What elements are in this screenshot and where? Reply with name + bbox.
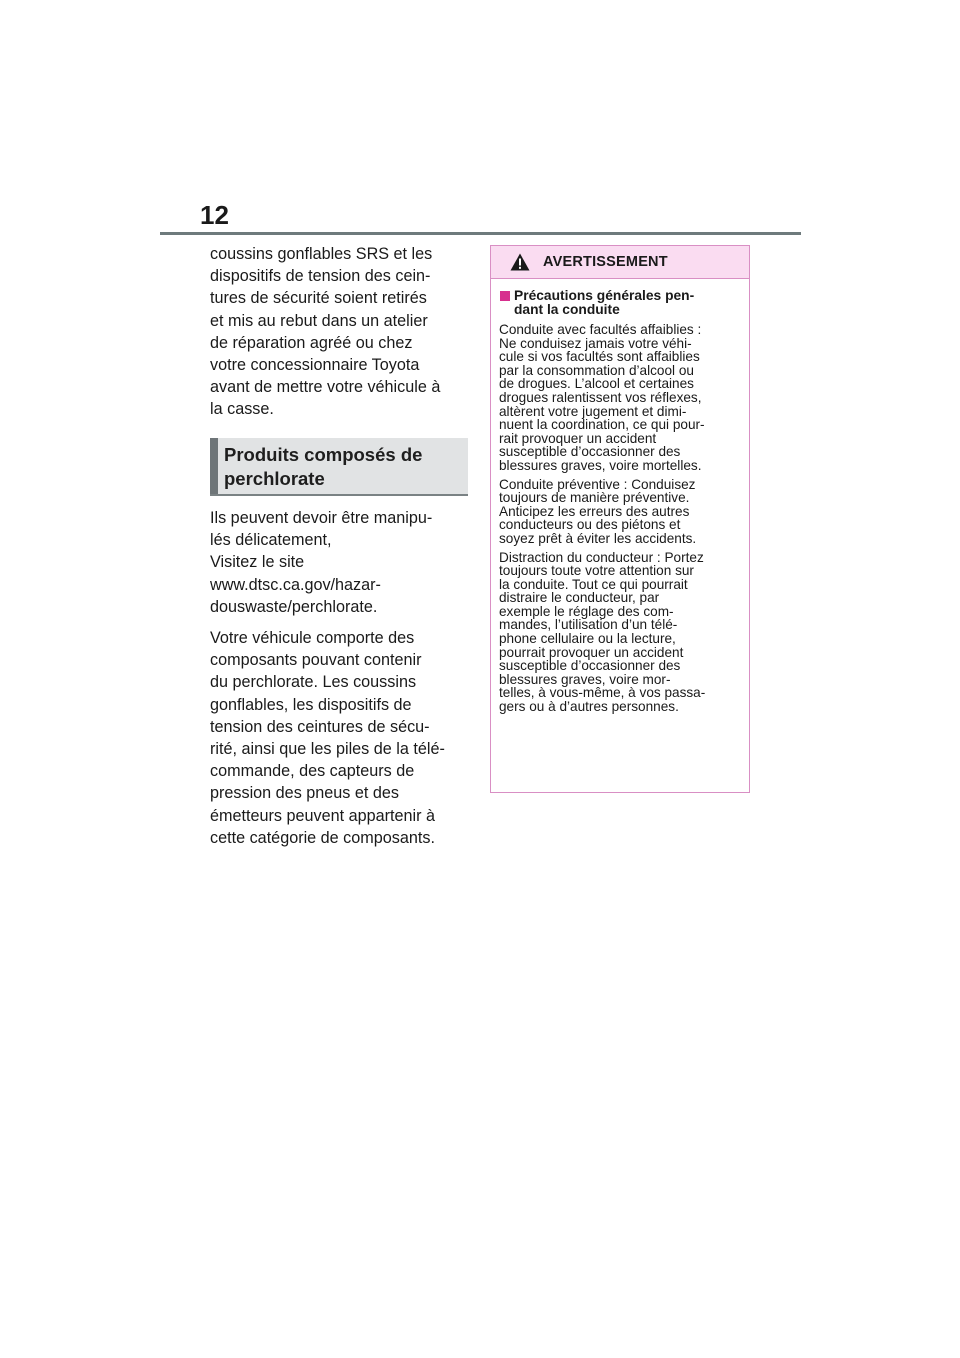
text-line: émetteurs peuvent appartenir à bbox=[210, 806, 435, 825]
text-line: Votre véhicule comporte des bbox=[210, 629, 415, 648]
text-line: gers ou à d’autres personnes. bbox=[499, 699, 679, 715]
text-line: distraire le conducteur, par bbox=[499, 590, 660, 606]
page-number: 12 bbox=[200, 200, 229, 230]
text-line: de réparation agréé ou chez bbox=[210, 333, 413, 352]
text-line: Visitez le site bbox=[210, 553, 305, 572]
text-line: et mis au rebut dans un atelier bbox=[210, 311, 428, 330]
url-line: www.dtsc.ca.gov/hazar- bbox=[210, 575, 381, 594]
header-rule bbox=[160, 232, 801, 235]
warning-paragraph-impaired bbox=[499, 323, 741, 473]
section-heading-bar bbox=[210, 438, 218, 494]
text-line: toujours toute votre attention sur bbox=[499, 563, 694, 579]
warning-body bbox=[491, 279, 749, 714]
text-line: Ils peuvent devoir être manipu- bbox=[210, 509, 433, 527]
text-line: blessures graves, voire mortelles. bbox=[499, 457, 702, 473]
url-line: douswaste/perchlorate. bbox=[210, 597, 378, 616]
text-line: avant de mettre votre véhicule à bbox=[210, 378, 441, 397]
text-line: gonflables, les dispositifs de bbox=[210, 695, 412, 714]
text-line: mandes, l’utilisation d’un télé- bbox=[499, 617, 678, 633]
text-line: cule si vos facultés sont affaiblies bbox=[499, 349, 700, 365]
text-line: rait provoquer un accident bbox=[499, 430, 657, 446]
section-heading-line: perchlorate bbox=[224, 468, 325, 489]
text-line: de drogues. L’alcool et certaines bbox=[499, 376, 694, 392]
warning-subheading bbox=[499, 289, 741, 317]
text-line: la conduite. Tout ce qui pourrait bbox=[499, 576, 688, 592]
intro-text bbox=[210, 243, 472, 430]
text-line: dispositifs de tension des cein- bbox=[210, 267, 431, 286]
text-line: blessures graves, voire mor- bbox=[499, 671, 671, 687]
warning-paragraph-defensive bbox=[499, 478, 741, 546]
perchlorate-text bbox=[210, 507, 472, 858]
perchlorate-paragraph-2 bbox=[210, 627, 472, 849]
section-heading-box bbox=[210, 438, 468, 496]
text-line: tures de sécurité soient retirés bbox=[210, 289, 427, 308]
warning-triangle-icon bbox=[510, 253, 530, 271]
text-line: Conduite préventive : Conduisez bbox=[499, 476, 696, 492]
square-bullet-icon bbox=[500, 291, 510, 301]
text-line: commande, des capteurs de bbox=[210, 762, 415, 781]
text-line: exemple le réglage des com- bbox=[499, 603, 674, 619]
section-heading-line: Produits composés de bbox=[224, 444, 423, 465]
text-line: Distraction du conducteur : Portez bbox=[499, 549, 704, 565]
text-line: telles, à vous-même, à vos passa- bbox=[499, 685, 706, 701]
text-line: Conduite avec facultés affaiblies : bbox=[499, 322, 702, 337]
text-line: par la consommation d’alcool ou bbox=[499, 362, 694, 378]
warning-box bbox=[490, 245, 750, 793]
text-line: conducteurs ou des piétons et bbox=[499, 517, 681, 533]
text-line: susceptible d’occasionner des bbox=[499, 444, 681, 460]
warning-header bbox=[491, 246, 749, 279]
text-line: nuent la coordination, ce qui pour- bbox=[499, 417, 705, 433]
text-line: votre concessionnaire Toyota bbox=[210, 356, 420, 375]
text-line: altèrent votre jugement et dimi- bbox=[499, 403, 687, 419]
text-line: susceptible d’occasionner des bbox=[499, 658, 681, 674]
warning-title: AVERTISSEMENT bbox=[543, 254, 668, 270]
text-line: Anticipez les erreurs des autres bbox=[499, 503, 690, 519]
text-line: cette catégorie de composants. bbox=[210, 828, 435, 847]
text-line: Ne conduisez jamais votre véhi- bbox=[499, 335, 692, 351]
text-line: toujours de manière préventive. bbox=[499, 490, 690, 506]
text-line: la casse. bbox=[210, 400, 274, 419]
text-line: pourrait provoquer un accident bbox=[499, 644, 684, 660]
text-line: soyez prêt à éviter les accidents. bbox=[499, 530, 697, 546]
perchlorate-paragraph-1 bbox=[210, 507, 472, 618]
text-line: tension des ceintures de sécu- bbox=[210, 717, 430, 736]
intro-paragraph bbox=[210, 243, 472, 421]
text-line: du perchlorate. Les coussins bbox=[210, 673, 417, 692]
text-line: pression des pneus et des bbox=[210, 784, 399, 803]
text-line: drogues ralentissent vos réflexes, bbox=[499, 389, 702, 405]
text-line: phone cellulaire ou la lecture, bbox=[499, 631, 676, 647]
warning-subheading-line: Précautions générales pen- bbox=[514, 288, 695, 303]
text-line: composants pouvant contenir bbox=[210, 651, 422, 670]
warning-paragraph-distraction bbox=[499, 551, 741, 714]
text-line: lés délicatement, bbox=[210, 531, 332, 550]
section-heading bbox=[224, 443, 422, 491]
warning-subheading-line: dant la conduite bbox=[514, 302, 620, 317]
text-line: coussins gonflables SRS et les bbox=[210, 245, 433, 263]
text-line: rité, ainsi que les piles de la télé- bbox=[210, 740, 445, 759]
